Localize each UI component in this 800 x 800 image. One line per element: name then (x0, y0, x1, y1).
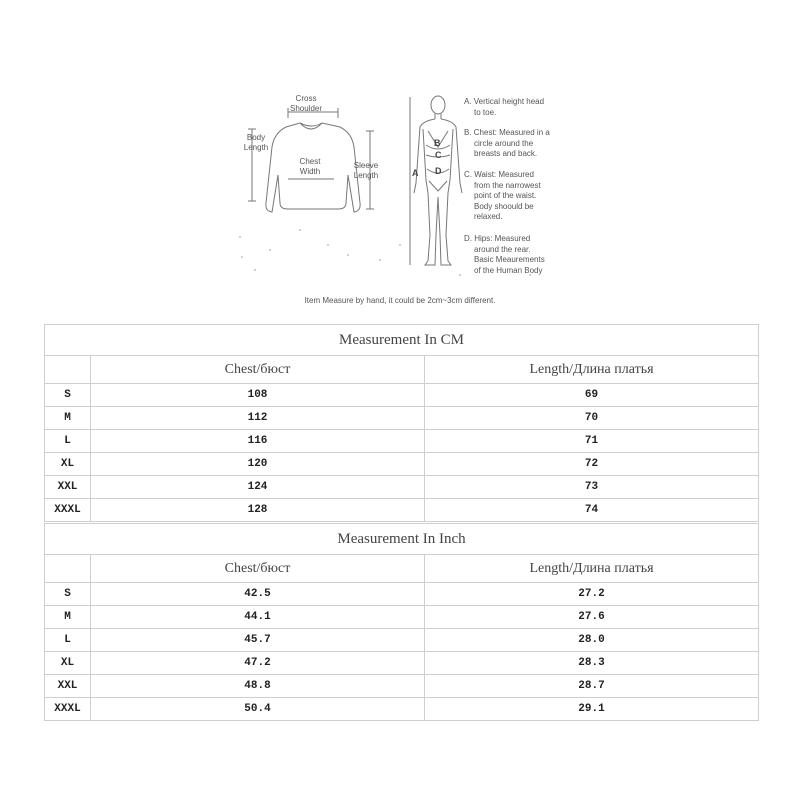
length-cell: 72 (425, 453, 759, 476)
chest-cell: 112 (91, 407, 425, 430)
note-line: breasts and back. (474, 149, 538, 158)
size-table-cm (44, 324, 759, 522)
table-row (45, 629, 759, 652)
diagram-caption: Item Measure by hand, it could be 2cm~3cm different. (304, 296, 496, 305)
table-row (45, 499, 759, 522)
note-line: Body shoould be (474, 201, 534, 211)
chest-cell: 108 (91, 384, 425, 407)
note-line: relaxed. (474, 212, 503, 221)
label-line: Body (246, 133, 266, 142)
note-line: of the Human Body (474, 265, 543, 275)
table-header-row (45, 356, 759, 384)
size-cell: M (45, 407, 91, 430)
letter-c: C (435, 150, 442, 160)
chest-cell: 116 (91, 430, 425, 453)
table-title-row (45, 524, 759, 555)
size-cell: L (45, 430, 91, 453)
label-line: Sleeve (353, 161, 379, 170)
note-line: circle around the (474, 138, 534, 148)
note-d (464, 234, 570, 276)
table-row (45, 476, 759, 499)
size-cell: XL (45, 652, 91, 675)
chest-cell: 128 (91, 499, 425, 522)
table-title: Measurement In Inch (45, 524, 759, 555)
chest-cell: 48.8 (91, 675, 425, 698)
measurement-diagram (230, 85, 570, 310)
length-cell: 27.2 (425, 583, 759, 606)
note-b (464, 128, 570, 160)
size-cell: XXL (45, 675, 91, 698)
size-cell: S (45, 384, 91, 407)
label-sleeve-length (348, 161, 384, 181)
note-line: to toe. (474, 107, 497, 117)
size-cell: S (45, 583, 91, 606)
header-blank-cell (45, 555, 91, 583)
length-cell: 73 (425, 476, 759, 499)
header-chest: Chest/бюст (91, 555, 425, 583)
table-row (45, 583, 759, 606)
table-header-row (45, 555, 759, 583)
label-line: Width (299, 167, 321, 176)
label-line: Cross (295, 94, 317, 103)
chest-cell: 42.5 (91, 583, 425, 606)
note-line: around the rear. (474, 244, 531, 254)
note-line: from the narrowest (474, 180, 541, 190)
note-line: Basic Meaurements (474, 255, 545, 264)
header-length: Length/Длина платья (425, 356, 759, 384)
letter-d: D (435, 166, 442, 176)
size-table-inch (44, 523, 759, 721)
note-line: A. Vertical height head (464, 97, 545, 106)
label-line: Length (243, 143, 269, 152)
size-cell: XL (45, 453, 91, 476)
table-row (45, 606, 759, 629)
note-a (464, 97, 570, 118)
chest-cell: 45.7 (91, 629, 425, 652)
label-body-length (238, 133, 274, 153)
note-line: point of the waist. (474, 191, 537, 200)
label-cross-shoulder (282, 94, 330, 114)
length-cell: 29.1 (425, 698, 759, 721)
header-length: Length/Длина платья (425, 555, 759, 583)
size-cell: XXXL (45, 698, 91, 721)
label-line: Length (353, 171, 379, 180)
note-line: B. Chest: Measured in a (464, 128, 550, 137)
length-cell: 28.7 (425, 675, 759, 698)
table-row (45, 453, 759, 476)
table-row (45, 407, 759, 430)
table-row (45, 698, 759, 721)
length-cell: 70 (425, 407, 759, 430)
length-cell: 27.6 (425, 606, 759, 629)
length-cell: 71 (425, 430, 759, 453)
note-line: D. Hips: Measured (464, 234, 531, 243)
chest-cell: 47.2 (91, 652, 425, 675)
length-cell: 69 (425, 384, 759, 407)
length-cell: 28.3 (425, 652, 759, 675)
table-title: Measurement In CM (45, 325, 759, 356)
chest-cell: 124 (91, 476, 425, 499)
size-cell: M (45, 606, 91, 629)
chest-cell: 50.4 (91, 698, 425, 721)
size-cell: XXL (45, 476, 91, 499)
note-line: C. Waist: Measured (464, 170, 534, 179)
body-figure (414, 96, 462, 265)
length-cell: 28.0 (425, 629, 759, 652)
note-c (464, 170, 570, 223)
label-line: Chest (299, 157, 321, 166)
table-row (45, 430, 759, 453)
header-blank-cell (45, 356, 91, 384)
header-chest: Chest/бюст (91, 356, 425, 384)
letter-a: A (412, 168, 419, 178)
size-cell: L (45, 629, 91, 652)
table-row (45, 384, 759, 407)
length-cell: 74 (425, 499, 759, 522)
chest-cell: 44.1 (91, 606, 425, 629)
label-chest-width (292, 157, 328, 177)
chest-cell: 120 (91, 453, 425, 476)
label-line: Shoulder (289, 104, 323, 113)
table-title-row (45, 325, 759, 356)
letter-b: B (434, 138, 441, 148)
size-cell: XXXL (45, 499, 91, 522)
table-row (45, 675, 759, 698)
table-row (45, 652, 759, 675)
